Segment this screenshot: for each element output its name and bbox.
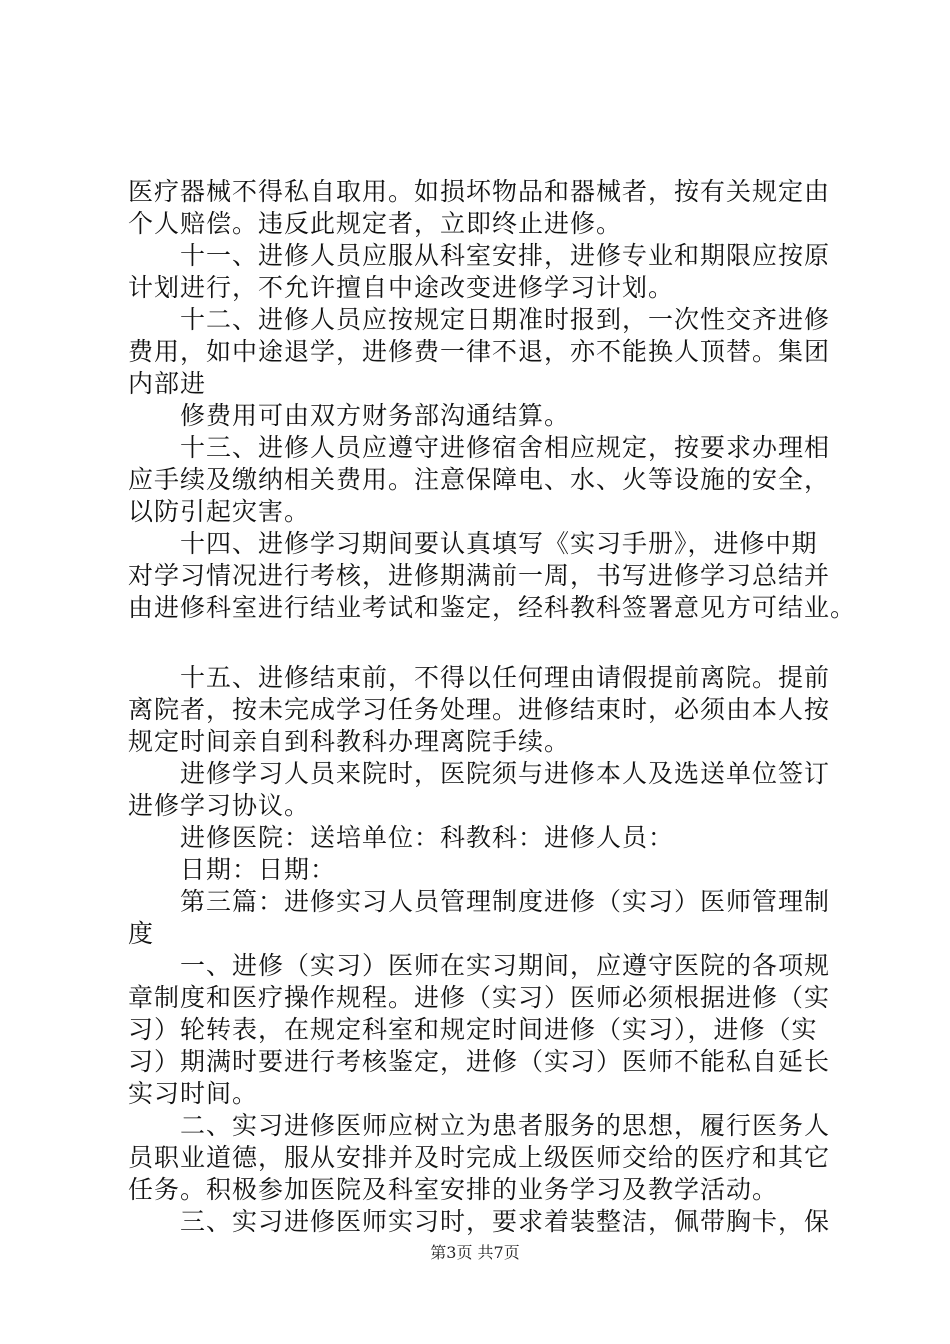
text-line: 医疗器械不得私自取用。如损坏物品和器械者，按有关规定由 xyxy=(128,177,831,206)
text-line: 进修学习人员来院时，医院须与进修本人及选送单位签订 xyxy=(180,759,831,788)
text-line: 十二、进修人员应按规定日期准时报到，一次性交齐进修 xyxy=(180,305,831,334)
text-line: 员职业道德，服从安排并及时完成上级医师交给的医疗和其它 xyxy=(128,1143,831,1172)
text-line: 内部进 xyxy=(128,369,207,398)
text-line: 进修医院：送培单位：科教科：进修人员： xyxy=(180,823,675,852)
text-line: 十四、进修学习期间要认真填写《实习手册》，进修中期 xyxy=(180,529,818,558)
text-line: 修费用可由双方财务部沟通结算。 xyxy=(180,401,571,430)
text-line: 习）期满时要进行考核鉴定，进修（实习）医师不能私自延长 xyxy=(128,1047,831,1076)
text-line: 二、实习进修医师应树立为患者服务的思想，履行医务人 xyxy=(180,1111,831,1140)
text-line: 十一、进修人员应服从科室安排，进修专业和期限应按原 xyxy=(180,241,831,270)
text-line: 由进修科室进行结业考试和鉴定，经科教科签署意见方可结业。 xyxy=(128,593,857,622)
text-line: 以防引起灾害。 xyxy=(128,497,311,526)
text-line: 一、进修（实习）医师在实习期间，应遵守医院的各项规 xyxy=(180,951,831,980)
text-line: 计划进行，不允许擅自中途改变进修学习计划。 xyxy=(128,273,675,302)
text-line: 费用，如中途退学，进修费一律不退，亦不能换人顶替。集团 xyxy=(128,337,831,366)
text-line: 离院者，按未完成学习任务处理。进修结束时，必须由本人按 xyxy=(128,695,831,724)
text-line: 实习时间。 xyxy=(128,1079,259,1108)
text-line: 任务。积极参加医院及科室安排的业务学习及教学活动。 xyxy=(128,1175,779,1204)
document-body xyxy=(128,176,857,1238)
text-line: 习）轮转表，在规定科室和规定时间进修（实习），进修（实 xyxy=(128,1015,818,1044)
text-line: 应手续及缴纳相关费用。注意保障电、水、火等设施的安全， xyxy=(128,465,831,494)
text-line: 规定时间亲自到科教科办理离院手续。 xyxy=(128,727,571,756)
text-line: 日期：日期： xyxy=(180,855,337,884)
text-line: 度 xyxy=(128,919,155,948)
text-line: 个人赔偿。违反此规定者，立即终止进修。 xyxy=(128,209,623,238)
text-line: 十三、进修人员应遵守进修宿舍相应规定，按要求办理相 xyxy=(180,433,831,462)
page-footer: 第3页 共7页 xyxy=(430,1243,520,1262)
text-line: 对学习情况进行考核，进修期满前一周，书写进修学习总结并 xyxy=(128,561,831,590)
text-line: 三、实习进修医师实习时，要求着装整洁，佩带胸卡，保 xyxy=(180,1207,831,1236)
text-line: 章制度和医疗操作规程。进修（实习）医师必须根据进修（实 xyxy=(128,983,831,1012)
text-line: 第三篇：进修实习人员管理制度进修（实习）医师管理制 xyxy=(180,887,831,916)
text-line: 十五、进修结束前，不得以任何理由请假提前离院。提前 xyxy=(180,663,831,692)
paragraph-gap xyxy=(128,624,832,662)
text-line: 进修学习协议。 xyxy=(128,791,311,820)
